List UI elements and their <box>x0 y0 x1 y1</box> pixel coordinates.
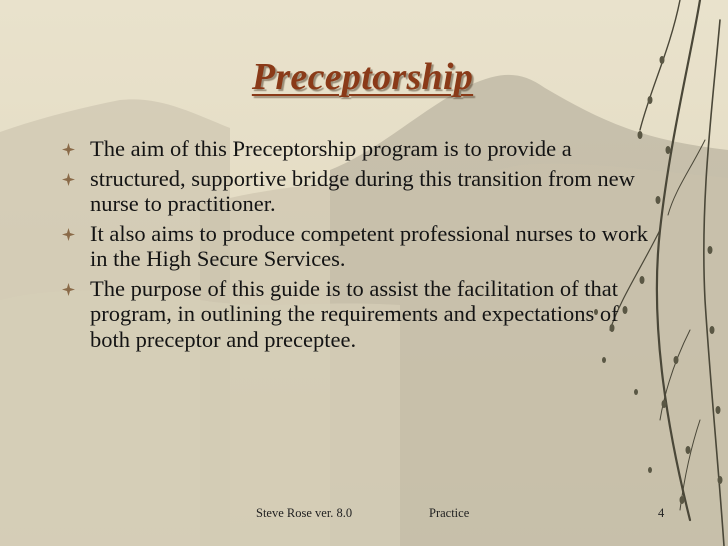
bullet-item <box>62 221 662 272</box>
footer-author: Steve Rose ver. 8.0 <box>256 506 353 520</box>
page-number: 4 <box>658 506 665 520</box>
bullet-text: The aim of this Preceptorship program is to provide a <box>90 136 572 161</box>
bullet-item <box>62 276 662 353</box>
diamond-bullet-icon <box>62 143 75 156</box>
slide-title: Preceptorship <box>251 56 474 98</box>
bullet-text: structured, supportive bridge during this transition from new nurse to practitioner. <box>90 165 635 216</box>
bullet-text: The purpose of this guide is to assist the facilitation of that program, in outlining the requirements and expectations of both preceptor and preceptee. <box>90 275 619 352</box>
diamond-bullet-icon <box>62 173 75 186</box>
diamond-bullet-icon <box>62 228 75 241</box>
bullet-list <box>62 136 662 356</box>
bullet-text: It also aims to produce competent professional nurses to work in the High Secure Services. <box>90 220 648 271</box>
footer-practice: Practice <box>429 506 470 520</box>
diamond-bullet-icon <box>62 283 75 296</box>
bullet-item <box>62 136 662 162</box>
bullet-item <box>62 166 662 217</box>
